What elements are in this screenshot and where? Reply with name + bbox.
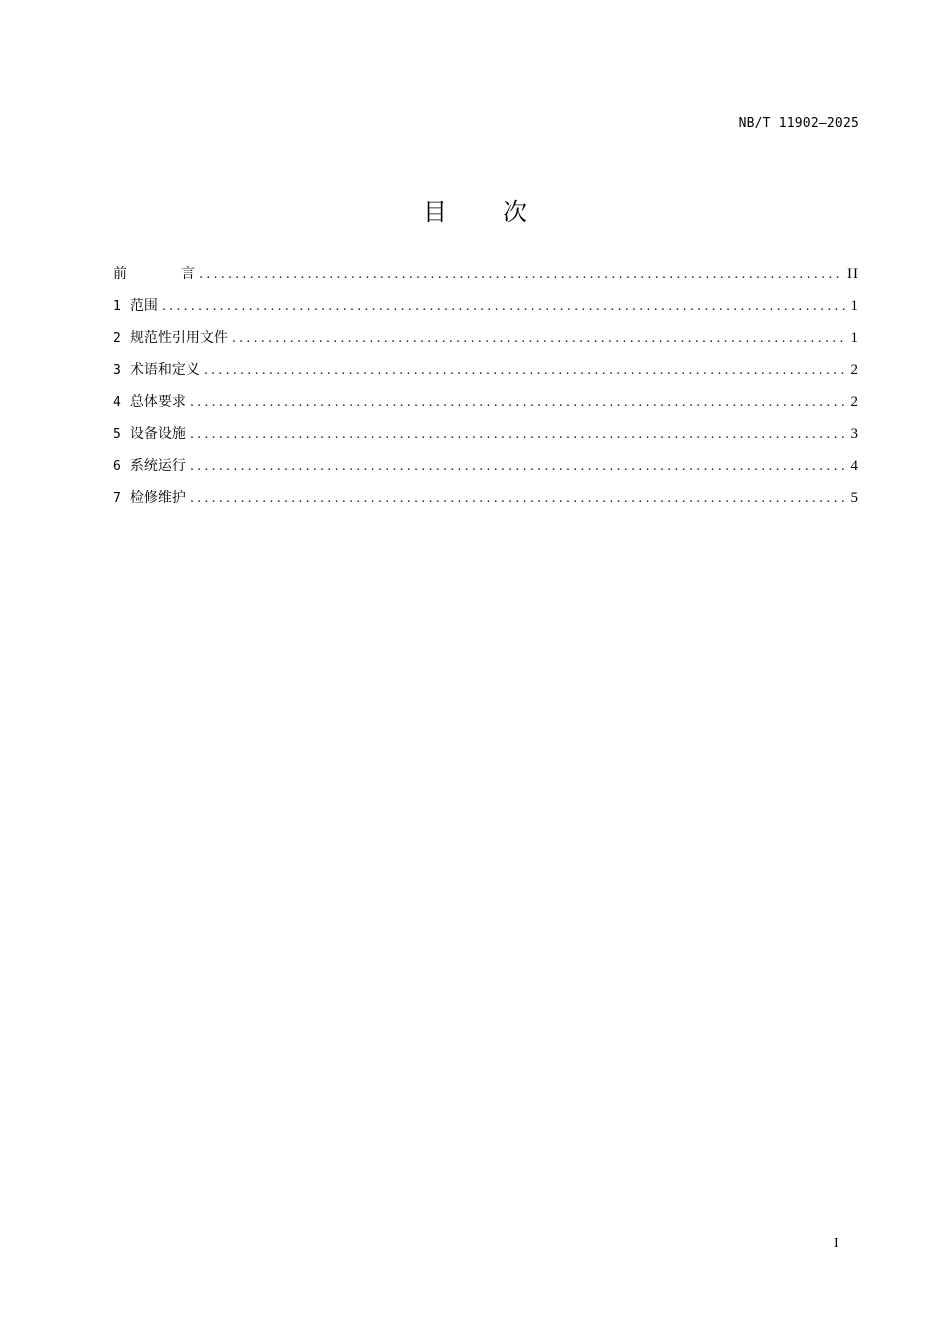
table-of-contents xyxy=(113,264,859,520)
dot-leader xyxy=(199,265,844,285)
toc-entry-general-requirements[interactable] xyxy=(113,392,859,424)
toc-entry-label: 总体要求 xyxy=(129,394,186,410)
toc-entry-page: II xyxy=(847,266,859,282)
toc-entry-foreword[interactable] xyxy=(113,264,859,296)
title-char-2: 次 xyxy=(503,198,527,226)
toc-entry-label: 术语和定义 xyxy=(129,362,200,378)
toc-entry-number: 4 xyxy=(113,395,121,410)
toc-entry-number: 7 xyxy=(113,491,121,506)
dot-leader xyxy=(190,457,848,477)
toc-entry-number: 1 xyxy=(113,299,121,314)
toc-entry-page: 2 xyxy=(850,394,859,410)
toc-entry-maintenance[interactable] xyxy=(113,488,859,520)
toc-entry-scope[interactable] xyxy=(113,296,859,328)
toc-entry-equipment-facilities[interactable] xyxy=(113,424,859,456)
toc-entry-page: 4 xyxy=(850,458,859,474)
toc-entry-page: 1 xyxy=(850,298,859,314)
toc-entry-page: 1 xyxy=(850,330,859,346)
toc-entry-number: 6 xyxy=(113,459,121,474)
toc-entry-label: 系统运行 xyxy=(129,458,186,474)
dot-leader xyxy=(204,361,848,381)
page-title xyxy=(0,192,950,227)
toc-entry-label: 规范性引用文件 xyxy=(129,330,228,346)
toc-entry-label: 前 言 xyxy=(113,266,195,282)
page-number: I xyxy=(834,1236,839,1251)
toc-entry-terms-definitions[interactable] xyxy=(113,360,859,392)
toc-entry-number: 5 xyxy=(113,427,121,442)
toc-entry-page: 5 xyxy=(850,490,859,506)
dot-leader xyxy=(190,425,848,445)
document-number: NB/T 11902—2025 xyxy=(738,116,859,131)
toc-entry-number: 2 xyxy=(113,331,121,346)
toc-entry-system-operation[interactable] xyxy=(113,456,859,488)
title-char-1: 目 xyxy=(423,198,447,226)
toc-entry-number: 3 xyxy=(113,363,121,378)
toc-entry-label: 检修维护 xyxy=(129,490,186,506)
toc-entry-label: 设备设施 xyxy=(129,426,186,442)
dot-leader xyxy=(190,489,848,509)
toc-entry-normative-references[interactable] xyxy=(113,328,859,360)
dot-leader xyxy=(232,329,848,349)
toc-entry-page: 2 xyxy=(850,362,859,378)
toc-entry-label: 范围 xyxy=(129,298,158,314)
dot-leader xyxy=(190,393,848,413)
toc-entry-page: 3 xyxy=(850,426,859,442)
dot-leader xyxy=(162,297,848,317)
